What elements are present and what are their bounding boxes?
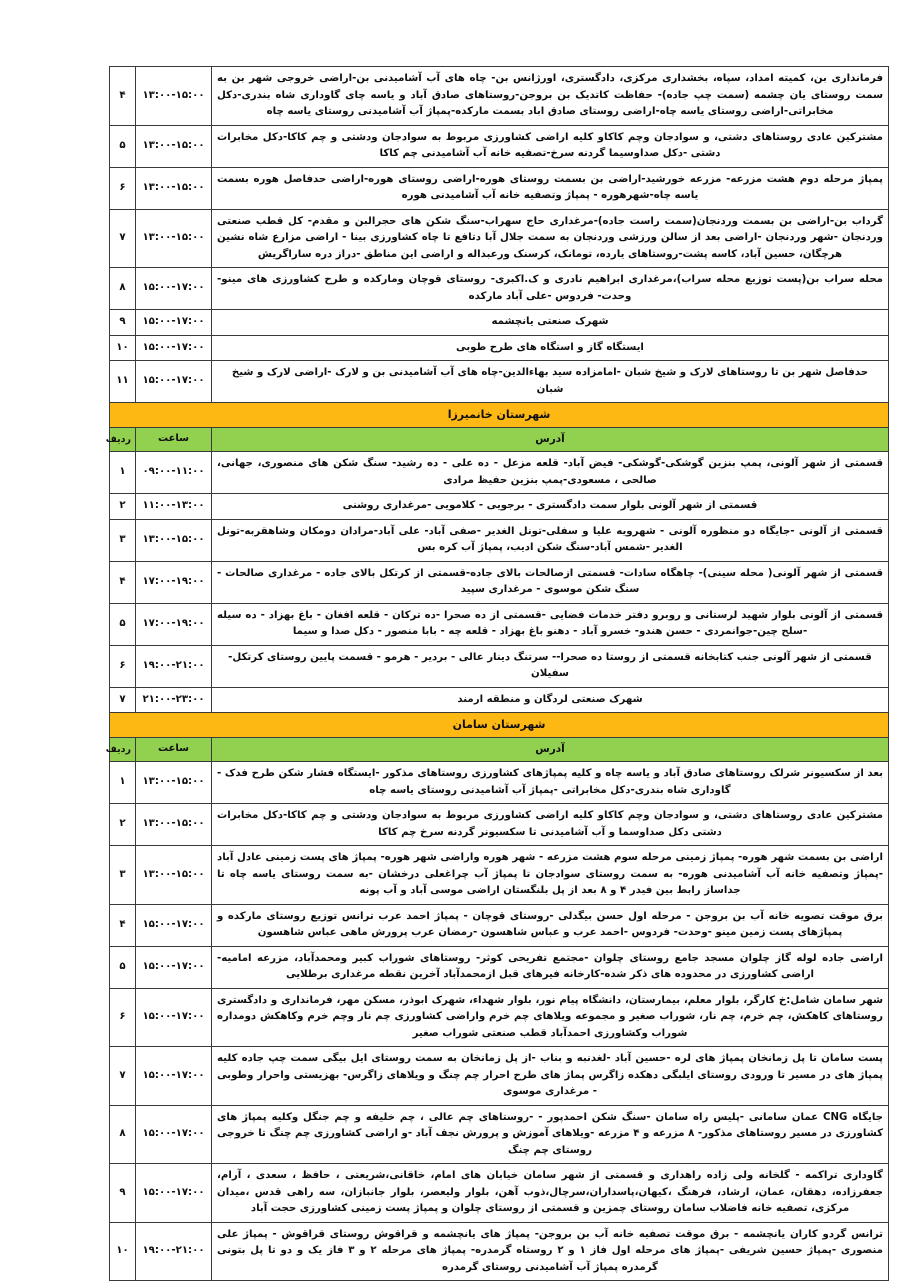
cell-address: شهرک صنعتی یانچشمه: [212, 310, 889, 336]
cell-address: حدفاصل شهر بن تا روستاهای لارک و شیخ شبان -امامزاده سید بهاءالدین-چاه های آب آشامیدنی بن و لارک -اراضی لارک و شیخ شبان: [212, 361, 889, 403]
column-header-address: آدرس: [212, 738, 889, 762]
cell-row-number: ۲: [110, 804, 136, 846]
cell-address: بعد از سکسیونر شرلک روستاهای صادق آباد و یاسه چاه و کلیه پمپاژهای کشاورزی روستاهای مذکور -ایستگاه فشار شکن طرح فدک - گاوداری شاه بندری-دکل مخابراتی -پمپاژ آب آشامیدنی روستای یاسه چاه: [212, 762, 889, 804]
cell-address: قسمتی از شهر آلونی جنب کتابخانه قسمتی از روستا ده صحرا-- سرتنگ دینار عالی - بردیر - هرمو - قسمت پایین روستای کرتکل- سفیلان: [212, 645, 889, 687]
cell-row-number: ۵: [110, 946, 136, 988]
cell-address: قسمتی از آلونی -جایگاه دو منظوره آلونی - شهرویه علیا و سفلی-تونل الغدیر -صفی آباد- علی آباد-مرادان دومکان وشاهقربه-تونل الغدیر -شمس آباد-سنگ شکن ادیب، پمپاژ آب کره بس: [212, 519, 889, 561]
cell-time: ۱۵:۰۰-۱۷:۰۰: [136, 268, 212, 310]
cell-time: ۱۳:۰۰-۱۵:۰۰: [136, 846, 212, 905]
table-row: [110, 519, 889, 561]
cell-time: ۱۷:۰۰-۱۹:۰۰: [136, 603, 212, 645]
table-row: [110, 1222, 889, 1281]
cell-row-number: ۹: [110, 310, 136, 336]
table-row: [110, 645, 889, 687]
county-band-row: [110, 713, 889, 738]
cell-address: شهرک صنعتی لردگان و منطقه ارمند: [212, 687, 889, 713]
cell-row-number: ۲: [110, 494, 136, 520]
table-row: [110, 846, 889, 905]
table-row: [110, 1105, 889, 1164]
cell-address: مشترکین عادی روستاهای دشتی، و سوادجان وچم کاکاو کلیه اراضی کشاورزی مربوط به سوادجان ودشتی و چم کاکا-دکل مخابرات دشتی -دکل صداوسیما گردنه سرخ-تصفیه خانه آب آشامیدنی چم کاکا: [212, 125, 889, 167]
cell-row-number: ۱۰: [110, 335, 136, 361]
cell-row-number: ۸: [110, 1105, 136, 1164]
cell-time: ۱۵:۰۰-۱۷:۰۰: [136, 310, 212, 336]
table-row: [110, 603, 889, 645]
cell-row-number: ۶: [110, 988, 136, 1047]
cell-row-number: ۶: [110, 167, 136, 209]
cell-row-number: ۴: [110, 561, 136, 603]
cell-address: قسمتی از شهر آلونی، پمپ بنزین گوشکی-گوشکی- فیض آباد- قلعه مزعل - ده علی - ده رشید- سنگ شکن های منصوری، جهانی، صالحی ، مسعودی-پمپ بنزین حفیظ مرادی: [212, 452, 889, 494]
cell-time: ۱۳:۰۰-۱۵:۰۰: [136, 762, 212, 804]
cell-time: ۱۵:۰۰-۱۷:۰۰: [136, 904, 212, 946]
cell-address: شهر سامان شامل:خ کارگر، بلوار معلم، بیمارستان، دانشگاه پیام نور، بلوار شهداء، شهرک ابوذر، مسکن مهر، فرمانداری و دادگستری روستاهای کاهکش، چم خرم، چم نار، شوراب صغیر و مجموعه ویلاهای چم خرم واراضی کشاورزی چم نار وچم خرم وکاهکش دومداره شوراب وکشاورزی احمدآباد قطب صنعتی شوراب صغیر: [212, 988, 889, 1047]
cell-time: ۱۵:۰۰-۱۷:۰۰: [136, 1047, 212, 1106]
table-row: [110, 67, 889, 126]
cell-address: قسمتی از شهر آلونی بلوار سمت دادگستری - برجویی - کلامویی -مرغداری روشنی: [212, 494, 889, 520]
county-band-row: [110, 403, 889, 428]
table-row: [110, 335, 889, 361]
table-row: [110, 209, 889, 268]
cell-row-number: ۷: [110, 1047, 136, 1106]
cell-address: پمپاژ مرحله دوم هشت مزرعه- مزرعه خورشید-اراضی بن بسمت روستای هوره-اراضی روستای هوره-اراضی حدفاصل هوره بسمت یاسه چاه-شهرهوره - پمپاژ وتصفیه خانه آب آشامیدنی هوره: [212, 167, 889, 209]
county-band-label: شهرستان خانمیرزا: [110, 403, 889, 428]
cell-row-number: ۱: [110, 452, 136, 494]
table-row: [110, 310, 889, 336]
cell-row-number: ۳: [110, 846, 136, 905]
column-header-time: ساعت: [136, 428, 212, 452]
cell-row-number: ۵: [110, 603, 136, 645]
table-row: [110, 167, 889, 209]
table-row: [110, 452, 889, 494]
cell-row-number: ۶: [110, 645, 136, 687]
table-row: [110, 561, 889, 603]
cell-time: ۱۳:۰۰-۱۵:۰۰: [136, 209, 212, 268]
table-row: [110, 1164, 889, 1223]
table-row: [110, 361, 889, 403]
column-header-row: [110, 738, 889, 762]
table-row: [110, 1047, 889, 1106]
cell-address: مشترکین عادی روستاهای دشتی، و سوادجان وچم کاکاو کلیه اراضی کشاورزی مربوط به سوادجان ودشتی و چم کاکا-دکل مخابرات دشتی دکل صداوسما و آب آشامیدنی تا سکسیونر گردنه سرخ چم کاکا: [212, 804, 889, 846]
cell-time: ۱۳:۰۰-۱۵:۰۰: [136, 125, 212, 167]
cell-address: گرداب بن-اراضی بن بسمت وردنجان(سمت راست جاده)-مرغداری حاج سهراب-سنگ شکن های حجرالبن و مقدم- کل قطب صنعتی وردنجان -شهر وردنجان -اراضی بعد از سالن ورزشی وردنجان به سمت جلال آبا دتافع تا چاه کشاورزی بینا - اراضی مزارع شاه نشین هرچگان، حسین آباد، کاسه پشت-روستاهای یارده، تومانک، کرسنک ورعبداله و اراضی این مناطق -دراز دره ساراگریش: [212, 209, 889, 268]
table-row: [110, 762, 889, 804]
cell-time: ۱۳:۰۰-۱۵:۰۰: [136, 519, 212, 561]
cell-address: ایستگاه گاز و استگاه های طرح طوبی: [212, 335, 889, 361]
table-row: [110, 125, 889, 167]
cell-time: ۱۱:۰۰-۱۳:۰۰: [136, 494, 212, 520]
table-row: [110, 946, 889, 988]
column-header-time: ساعت: [136, 738, 212, 762]
cell-address: محله سراب بن(پست توزیع محله سراب)،مرغداری ابراهیم نادری و ک.اکبری- روستای قوچان ومارکده و طرح کشاورزی های مینو- وحدت- فردوس -علی آباد مارکده: [212, 268, 889, 310]
county-band-label: شهرستان سامان: [110, 713, 889, 738]
cell-time: ۱۹:۰۰-۲۱:۰۰: [136, 1222, 212, 1281]
cell-time: ۱۹:۰۰-۲۱:۰۰: [136, 645, 212, 687]
table-row: [110, 687, 889, 713]
outage-schedule-sheet: [105, 66, 889, 1281]
column-header-row-number: ردیف: [110, 738, 136, 762]
cell-time: ۲۱:۰۰-۲۳:۰۰: [136, 687, 212, 713]
cell-row-number: ۵: [110, 125, 136, 167]
cell-row-number: ۱۱: [110, 361, 136, 403]
cell-address: اراضی جاده لوله گاز چلوان مسجد جامع روستای چلوان -مجتمع تفریحی کوثر- روستاهای شوراب کبیر ومحمدآباد، مزرعه امامیه- اراضی کشاورزی در محدوده های ذکر شده-کارخانه فیرهای قبل ازمحمدآباد آخرین نقطه مرغداری برطلایی: [212, 946, 889, 988]
cell-time: ۰۹:۰۰-۱۱:۰۰: [136, 452, 212, 494]
column-header-row-number: ردیف: [110, 428, 136, 452]
table-row: [110, 494, 889, 520]
cell-row-number: ۴: [110, 67, 136, 126]
cell-time: ۱۵:۰۰-۱۷:۰۰: [136, 988, 212, 1047]
cell-address: گاوداری تراکمه - گلخانه ولی زاده راهداری و قسمتی از شهر سامان خیابان های امام، خاقانی،شریعتی ، حافظ ، سعدی ، آرام، جعفرزاده، دهقان، عمان، ارشاد، فرهنگ ،کیهان،پاسداران،سرچال،ذوب آهن، بلوار ولیعصر، بلوار جانبازان، سه راهی قدس ،میدان مرکزی، تصفیه خانه فاضلاب سامان روستای چمزین و قسمتی از روستای چلوان و پمپاژ پست زمینی کشاورزی حجت آباد: [212, 1164, 889, 1223]
cell-address: پست سامان تا پل زمانخان پمپاژ های لره -حسین آباد -لغدنبه و بناب -از پل زمانخان به سمت روستای ایل بیگی سمت چپ جاده کلیه پمپاژ های در مسیر تا ورودی روستای ایلبگی دهکده زاگرس پماژ های طرح احرار چم چنگ و ویلاهای زاگرس- بهزیستی واحرار وطوبی - مرغداری موسوی: [212, 1047, 889, 1106]
table-row: [110, 804, 889, 846]
cell-address: قسمتی از شهر آلونی( محله سینی)- چاهگاه سادات- قسمتی ازصالحات بالای جاده-قسمتی از کرتکل بالای جاده - مرغداری صالحات - سنگ شکن موسوی - مرغداری سپید: [212, 561, 889, 603]
cell-address: جایگاه CNG عمان سامانی -پلیس راه سامان -سنگ شکن احمدپور - -روستاهای چم عالی ، چم خلیفه و چم جنگل وکلیه پمپاژ های کشاورزی در مسیر روستاهای مذکور- ۸ مزرعه و ۴ مزرعه -ویلاهای آموزش و پرورش نجف آباد -و اراضی کشاورزی چم چنگ تا خروجی روستای چم چنگ: [212, 1105, 889, 1164]
column-header-row: [110, 428, 889, 452]
column-header-address: آدرس: [212, 428, 889, 452]
cell-time: ۱۳:۰۰-۱۵:۰۰: [136, 804, 212, 846]
cell-row-number: ۸: [110, 268, 136, 310]
cell-address: فرمانداری بن، کمیته امداد، سپاه، بخشداری مرکزی، دادگستری، اورژانس بن- چاه های آب آشامیدنی بن-اراضی خروجی شهر بن به سمت روستای یان چشمه (سمت چپ جاده)- حفاظت کاتدیک بن بروجن-روستاهای صادق آباد و یاسه چای گاوداری شاه بندری-دکل مخابراتی-اراضی روستای یاسه چاه-اراضی روستای صادق اباد بسمت مارکده-پمپاژ آب آشامیدنی روستای یاسه چاه: [212, 67, 889, 126]
cell-address: قسمتی از آلونی بلوار شهید لرستانی و روبرو دفتر خدمات فضایی -قسمتی از ده صحرا -ده ترکان - قلعه افغان - باغ بهزاد - ده سیله -سلح چین-جوانمردی - حسن هندو- خسرو آباد - دهنو باغ بهزاد - قلعه چه - بابا منصور - دکل صدا و سیما: [212, 603, 889, 645]
cell-address: برق موقت تصویه خانه آب بن بروجن - مرحله اول حسن بیگدلی -روستای قوچان - پمپاژ احمد عرب ترانس توزیع روستای مارکده و پمپاژهای پست زمین مینو -وحدت- فردوس -احمد عرب و عباس شاهسون -رمضان عرب پرورش ماهی عباس شاهسون: [212, 904, 889, 946]
cell-time: ۱۷:۰۰-۱۹:۰۰: [136, 561, 212, 603]
table-row: [110, 268, 889, 310]
cell-row-number: ۹: [110, 1164, 136, 1223]
table-row: [110, 904, 889, 946]
cell-row-number: ۷: [110, 209, 136, 268]
cell-row-number: ۴: [110, 904, 136, 946]
cell-time: ۱۵:۰۰-۱۷:۰۰: [136, 1164, 212, 1223]
cell-time: ۱۳:۰۰-۱۵:۰۰: [136, 67, 212, 126]
cell-time: ۱۵:۰۰-۱۷:۰۰: [136, 335, 212, 361]
cell-row-number: ۱: [110, 762, 136, 804]
cell-row-number: ۷: [110, 687, 136, 713]
cell-time: ۱۵:۰۰-۱۷:۰۰: [136, 946, 212, 988]
table-row: [110, 988, 889, 1047]
cell-address: ترانس گردو کاران یانچشمه - برق موقت تصفیه خانه آب بن بروجن- پمپاژ های یانچشمه و قراقوش روستای قراقوش - پمپاژ علی منصوری -پمپاژ حسین شریفی -پمپاژ های مرحله اول فاز ۱ و ۲ روستاه گرمدره- پمپاژ های مرحله ۲ و ۳ فاز یک و دو تا پل بتونی گرمدره پمپاژ آب آشامیدنی روستای گرمدره: [212, 1222, 889, 1281]
outage-schedule-table: [105, 66, 889, 1281]
cell-row-number: ۳: [110, 519, 136, 561]
cell-address: اراضی بن بسمت شهر هوره- پمپاژ زمینی مرحله سوم هشت مزرعه - شهر هوره واراضی شهر هوره- پمپاژ های پست زمینی عادل آباد -پمپاژ وتصفیه خانه آب آشامیدنی هوره- به سمت روستای سوادجان تا پمپاژ آب چراغعلی درخشان -به سمت روستای یاسه چاه تا جداساز رابط بین فیدر ۴ و ۸ بعد از پل بلنگستان اراضی موسی آباد و آب پونه: [212, 846, 889, 905]
cell-row-number: ۱۰: [110, 1222, 136, 1281]
cell-time: ۱۳:۰۰-۱۵:۰۰: [136, 167, 212, 209]
cell-time: ۱۵:۰۰-۱۷:۰۰: [136, 361, 212, 403]
cell-time: ۱۵:۰۰-۱۷:۰۰: [136, 1105, 212, 1164]
